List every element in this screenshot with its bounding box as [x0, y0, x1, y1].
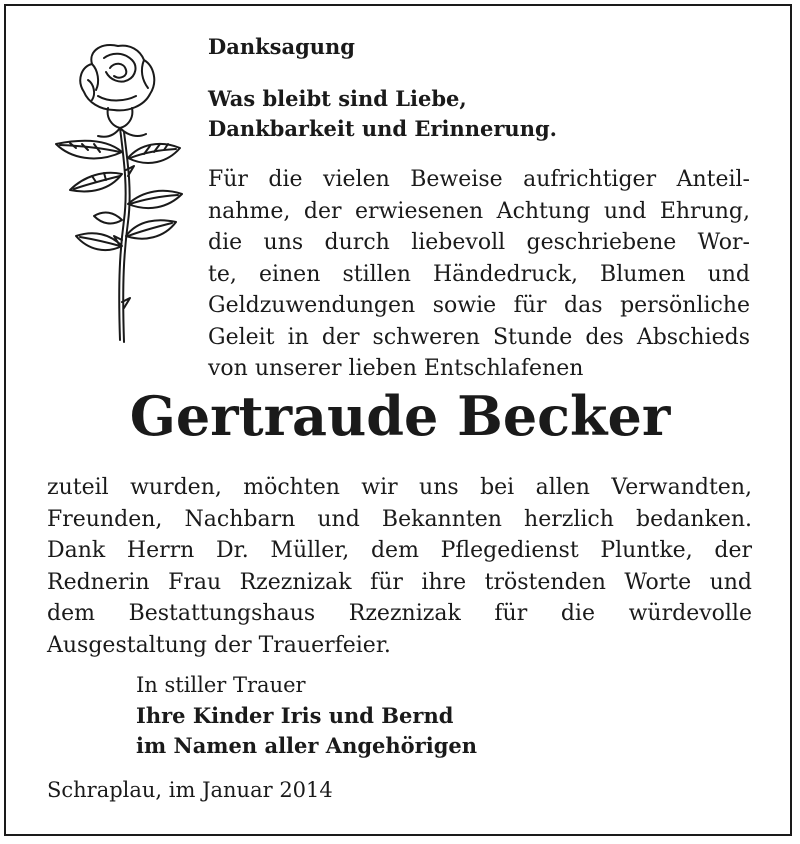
intro-line: te, einen stillen Händedruck, Blumen und — [208, 261, 750, 287]
body-paragraph — [47, 472, 752, 661]
intro-paragraph — [208, 164, 750, 385]
signature-line: im Namen aller Angehörigen — [136, 733, 478, 758]
body-line: Rednerin Frau Rzeznizak für ihre tröstenden Worte und — [47, 569, 752, 595]
body-line: Dank Herrn Dr. Müller, dem Pflegedienst Pluntke, der — [47, 538, 752, 563]
body-line: zuteil wurden, möchten wir uns bei allen Verwandten, — [47, 475, 752, 500]
place-date: Schraplau, im Januar 2014 — [47, 778, 333, 802]
deceased-name: Gertraude Becker — [129, 384, 671, 448]
rose-illustration — [48, 40, 190, 352]
body-line: Ausgestaltung der Trauerfeier. — [47, 632, 391, 658]
intro-line: Geleit in der schweren Stunde des Abschieds — [208, 324, 750, 350]
motto-line: Dankbarkeit und Erinnerung. — [208, 116, 557, 141]
body-line: Freunden, Nachbarn und Bekannten herzlich bedanken. — [47, 506, 752, 532]
body-line: dem Bestattungshaus Rzeznizak für die würdevolle — [47, 601, 752, 626]
intro-line: die uns durch liebevoll geschriebene Wor- — [208, 230, 750, 255]
intro-line: von unserer lieben Entschlafenen — [208, 356, 584, 381]
intro-line: Geldzuwendungen sowie für das persönliche — [208, 293, 750, 318]
intro-line: nahme, der erwiesenen Achtung und Ehrung, — [208, 198, 750, 224]
signature-intro: In stiller Trauer — [136, 673, 306, 697]
signature-line: Ihre Kinder Iris und Bernd — [136, 702, 454, 728]
motto — [208, 84, 557, 144]
heading-danksagung: Danksagung — [208, 34, 355, 59]
signature-block — [136, 670, 477, 762]
motto-line: Was bleibt sind Liebe, — [208, 86, 467, 111]
intro-line: Für die vielen Beweise aufrichtiger Anteil- — [208, 167, 750, 192]
